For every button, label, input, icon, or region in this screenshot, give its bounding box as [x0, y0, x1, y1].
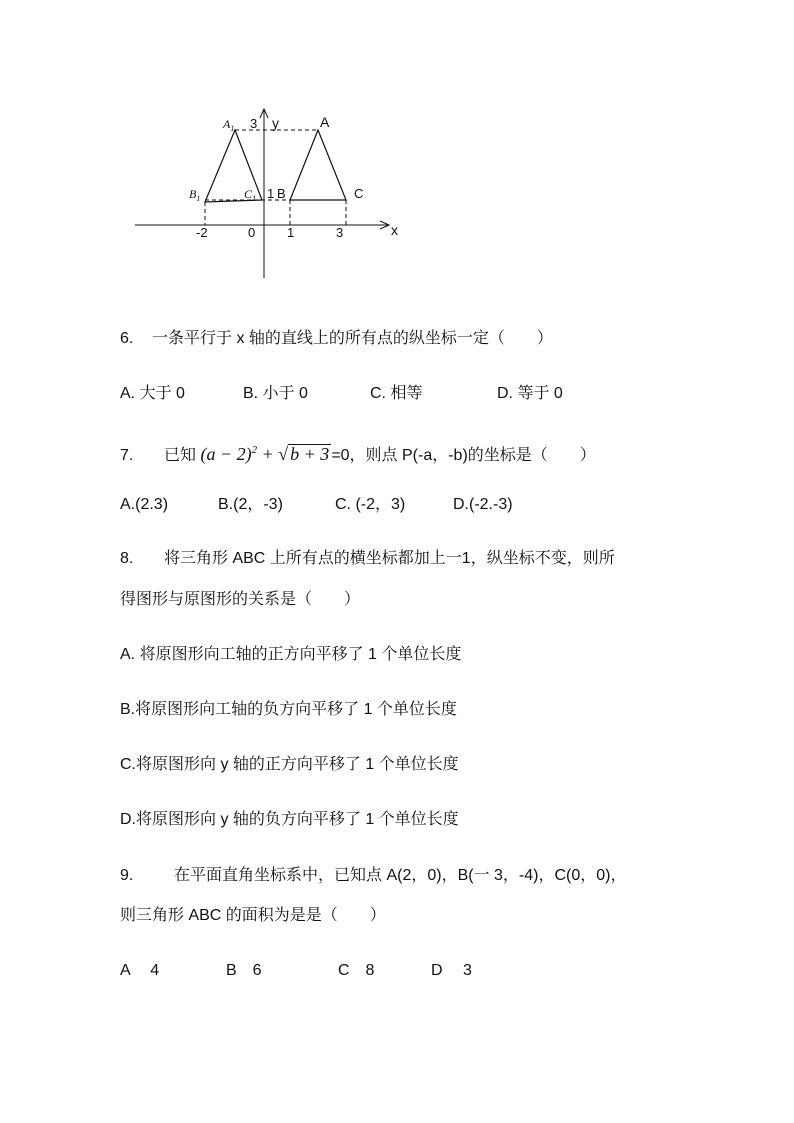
label-x-tick-0: 0: [248, 225, 256, 240]
question-9-line1: 在平面直角坐标系中，已知点 A(2，0)，B(一 3，-4)，C(0，0)，: [174, 867, 627, 884]
q8-option-a: A. 将原图形向工轴的正方向平移了 1 个单位长度: [120, 646, 462, 663]
coordinate-diagram: [130, 100, 410, 285]
label-x: x: [391, 222, 398, 238]
label-y-tick-1: 1: [267, 186, 275, 201]
q7-option-d: D.(-2.-3): [453, 496, 513, 513]
triangle-a1b1c1: [205, 130, 262, 202]
label-c: C: [354, 186, 364, 201]
q8-option-c: C.将原图形向 y 轴的正方向平移了 1 个单位长度: [120, 756, 459, 773]
q6-option-b: B. 小于 0: [243, 385, 308, 402]
label-y-tick-3: 3: [250, 116, 258, 131]
question-8: [120, 549, 615, 569]
q6-option-d: D. 等于 0: [497, 385, 563, 402]
equation-base: (a − 2): [200, 444, 252, 464]
q6-option-a: A. 大于 0: [120, 385, 185, 402]
question-9-number: 9.: [120, 867, 134, 884]
q7-option-a: A.(2.3): [120, 496, 169, 513]
q7-option-c: C. (-2，3): [335, 496, 406, 513]
label-y: y: [272, 115, 279, 131]
q7-option-b: B.(2，-3): [218, 496, 283, 513]
question-9-line2: 则三角形 ABC 的面积为是是（ ）: [120, 907, 386, 924]
q6-option-c: C. 相等: [370, 385, 423, 402]
label-b1: $B_1$: [189, 187, 201, 203]
q8-option-d: D.将原图形向 y 轴的负方向平移了 1 个单位长度: [120, 811, 459, 828]
label-c1: $C_1$: [244, 187, 257, 203]
q8-option-b: B.将原图形向工轴的负方向平移了 1 个单位长度: [120, 701, 457, 718]
coordinate-figure: [130, 100, 410, 285]
label-a: A: [320, 114, 330, 130]
q9-option-d: D 3: [431, 962, 472, 979]
question-7-suffix: =0，则点 P(-a，-b)的坐标是（ ）: [331, 447, 596, 464]
q9-option-a: A 4: [120, 962, 160, 979]
sqrt-radicand: b + 3: [290, 444, 330, 464]
question-6: [120, 329, 553, 349]
question-7-prefix: 已知: [164, 447, 197, 464]
label-a1: $A_1$: [223, 117, 235, 133]
question-7-number: 7.: [120, 447, 134, 464]
question-8-line1: 将三角形 ABC 上所有点的横坐标都加上一1，纵坐标不变，则所: [164, 550, 615, 567]
q9-option-b: B 6: [226, 962, 262, 979]
label-x-tick-neg2: -2: [196, 225, 208, 240]
question-7: [120, 440, 596, 466]
label-b: B: [277, 186, 286, 201]
question-7-equation: [200, 444, 331, 464]
q9-option-c: C 8: [338, 962, 375, 979]
equation-exponent: 2: [251, 444, 258, 456]
question-8-number: 8.: [120, 550, 134, 567]
question-8-line2: 得图形与原图形的关系是（ ）: [120, 591, 361, 608]
sqrt-sign: √: [278, 444, 289, 464]
question-6-number: 6.: [120, 330, 134, 347]
triangle-abc: [290, 130, 346, 200]
question-6-text: 一条平行于 x 轴的直线上的所有点的纵坐标一定（ ）: [152, 330, 553, 347]
question-9: [120, 866, 626, 886]
label-x-tick-3: 3: [336, 225, 344, 240]
equation-plus: +: [261, 444, 274, 464]
label-x-tick-1: 1: [287, 225, 295, 240]
